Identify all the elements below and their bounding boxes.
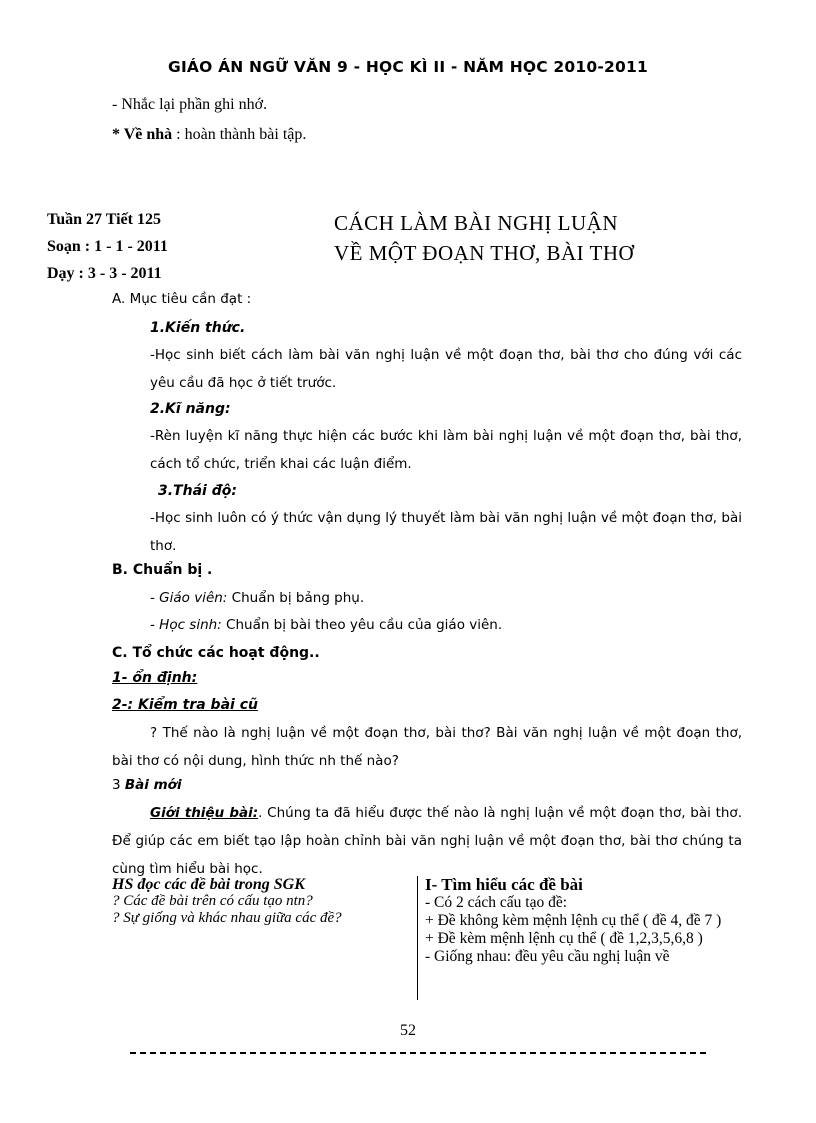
attitude-text: -Học sinh luôn có ý thức vận dụng lý thuyết làm bài văn nghị luận về một đoạn thơ, bài thơ. (150, 510, 742, 554)
section-a-heading: A. Mục tiêu cần đạt : (112, 291, 252, 307)
left-question-2: ? Sự giống và khác nhau giữa các đề? (112, 910, 342, 926)
section-c-heading: C. Tổ chức các hoạt động.. (112, 645, 320, 661)
section-b-heading: B. Chuẩn bị . (112, 562, 213, 578)
step-1-stabilize: 1- ổn định: (112, 670, 198, 686)
right-line-3: + Đề kèm mệnh lệnh cụ thể ( đề 1,2,3,5,6,8 ) (425, 930, 703, 947)
table-divider (417, 876, 418, 1000)
page-header: GIÁO ÁN NGỮ VĂN 9 - HỌC KÌ II - NĂM HỌC 2010-2011 (168, 58, 648, 76)
right-line-4: - Giống nhau: đều yêu cầu nghị luận về (425, 948, 670, 965)
attitude-heading: 3.Thái độ: (158, 483, 237, 499)
table-left-column (112, 876, 412, 927)
step-3-number: 3 (112, 777, 121, 793)
review-question: ? Thế nào là nghị luận về một đoạn thơ, bài thơ? Bài văn nghị luận về một đoạn thơ, bài thơ có nội dung, hình thức nh thế nào? (112, 725, 742, 769)
skills-heading: 2.Kĩ năng: (150, 401, 231, 417)
teacher-prep (150, 590, 364, 606)
student-label: - Học sinh: (150, 617, 222, 633)
step-3-new-lesson (112, 777, 182, 793)
left-question-1: ? Các đề bài trên có cấu tạo ntn? (112, 893, 313, 909)
left-heading: HS đọc các đề bài trong SGK (112, 876, 305, 893)
step-3-label: Bài mới (124, 777, 182, 793)
right-line-1: - Có 2 cách cấu tạo đề: (425, 894, 568, 911)
intro-line: - Nhắc lại phần ghi nhớ. (112, 96, 268, 113)
lesson-title-line-2: VỀ MỘT ĐOẠN THƠ, BÀI THƠ (334, 241, 635, 265)
student-text: Chuẩn bị bài theo yêu cầu của giáo viên. (221, 617, 503, 633)
knowledge-heading: 1.Kiến thức. (150, 320, 246, 336)
intro-text: . Chúng ta đã hiểu được thế nào là nghị luận về một đoạn thơ, bài thơ. Để giúp các em biết tạo lập hoàn chỉnh bài văn nghị luận về một đoạn thơ, bài thơ chúng ta cùng tìm hiểu bài học. (112, 805, 742, 877)
lesson-title-line-1: CÁCH LÀM BÀI NGHỊ LUẬN (334, 211, 618, 235)
teacher-label: - Giáo viên: (150, 590, 228, 606)
right-line-2: + Đề không kèm mệnh lệnh cụ thể ( đề 4, đề 7 ) (425, 912, 722, 929)
intro-label: Giới thiệu bài: (150, 805, 259, 821)
skills-text: -Rèn luyện kĩ năng thực hiện các bước khi làm bài nghị luận về một đoạn thơ, bài thơ, cách tổ chức, triển khai các luận điểm. (150, 428, 742, 472)
step-2-review: 2-: Kiểm tra bài cũ (112, 697, 258, 713)
table-right-column (425, 876, 743, 966)
knowledge-text: -Học sinh biết cách làm bài văn nghị luận về một đoạn thơ, bài thơ cho đúng với các yêu cầu đã học ở tiết trước. (150, 347, 742, 391)
homework-line (112, 126, 306, 144)
student-prep (150, 617, 502, 633)
right-heading: I- Tìm hiểu các đề bài (425, 875, 583, 894)
taught-date: Dạy : 3 - 3 - 2011 (47, 265, 162, 282)
homework-text: : hoàn thành bài tập. (172, 126, 307, 143)
homework-label: * Về nhà (112, 126, 173, 143)
prepared-date: Soạn : 1 - 1 - 2011 (47, 238, 168, 255)
footer-dashed-line (130, 1052, 706, 1054)
page-number: 52 (400, 1022, 416, 1039)
lesson-introduction (112, 799, 742, 883)
teacher-text: Chuẩn bị bảng phụ. (227, 590, 365, 606)
week-lesson: Tuần 27 Tiết 125 (47, 211, 161, 228)
